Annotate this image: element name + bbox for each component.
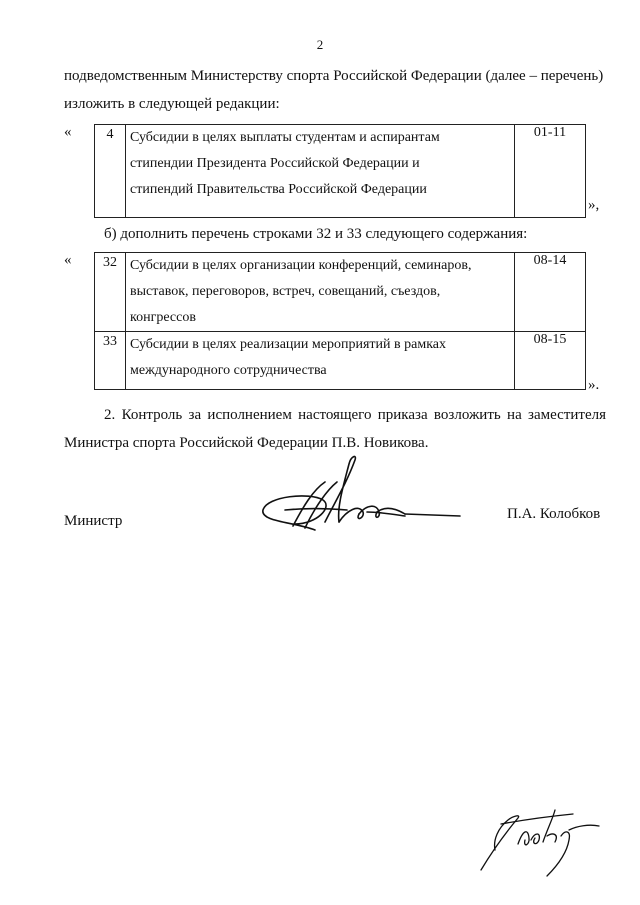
row-number: 4	[95, 125, 126, 218]
handwritten-signature	[255, 452, 470, 537]
page-number: 2	[316, 37, 324, 52]
row-text	[126, 253, 515, 332]
item-2-line-1: 2. Контроль за исполнением настоящего приказа возложить на заместителя	[104, 407, 606, 423]
table-row	[95, 332, 586, 390]
close-quote-1: »,	[588, 197, 600, 213]
row-number: 33	[95, 332, 126, 390]
row-number: 32	[95, 253, 126, 332]
row-text-line: стипендии Президента Российской Федерации и	[130, 156, 420, 171]
table-2	[94, 252, 586, 390]
row-text-line: выставок, переговоров, встреч, совещаний, съездов,	[130, 284, 441, 299]
row-text-line: конгрессов	[130, 310, 196, 325]
open-quote-2: «	[64, 252, 72, 268]
intro-line-2: изложить в следующей редакции:	[64, 96, 280, 112]
row-text-line: международного сотрудничества	[130, 363, 327, 378]
row-text-line: Субсидии в целях организации конференций, семинаров,	[130, 258, 472, 273]
row-text	[126, 332, 515, 390]
handwritten-initials	[473, 800, 608, 880]
row-text-line: Субсидии в целях реализации мероприятий в рамках	[130, 337, 446, 352]
table-row	[95, 125, 586, 218]
open-quote-1: «	[64, 124, 72, 140]
item-2-line-2: Министра спорта Российской Федерации П.В. Новикова.	[64, 435, 429, 451]
row-code: 01-11	[515, 125, 586, 218]
row-code: 08-15	[515, 332, 586, 390]
row-text-line: стипендий Правительства Российской Федерации	[130, 182, 427, 197]
signer-position: Министр	[64, 513, 123, 529]
row-text	[126, 125, 515, 218]
intro-line-1: подведомственным Министерству спорта Российской Федерации (далее – перечень)	[64, 68, 604, 84]
close-quote-2: ».	[588, 377, 600, 393]
row-code: 08-14	[515, 253, 586, 332]
table-1	[94, 124, 586, 218]
table-row	[95, 253, 586, 332]
item-b-text: б) дополнить перечень строками 32 и 33 следующего содержания:	[104, 226, 528, 242]
row-text-line: Субсидии в целях выплаты студентам и аспирантам	[130, 130, 440, 145]
signer-name: П.А. Колобков	[507, 506, 601, 522]
